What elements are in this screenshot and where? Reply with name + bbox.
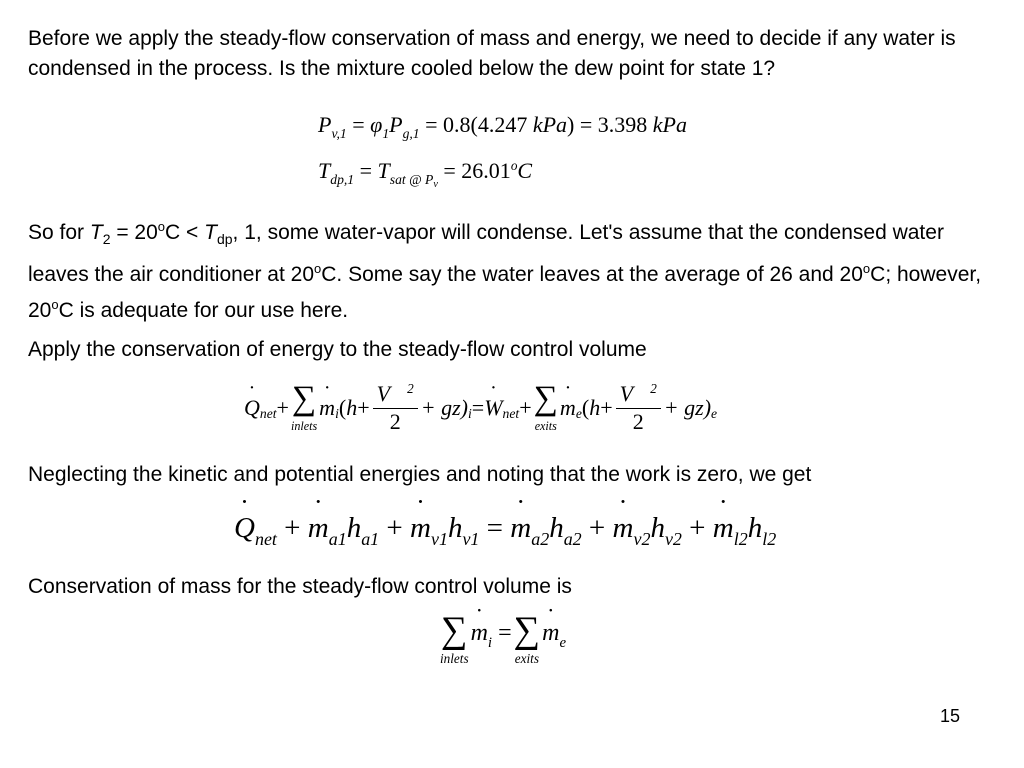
apply-energy-paragraph: Apply the conservation of energy to the steady-flow control volume xyxy=(28,338,647,361)
mass-conservation-paragraph: Conservation of mass for the steady-flow control volume is xyxy=(28,575,572,598)
page-number: 15 xyxy=(940,706,961,726)
vapor-pressure-equation: $P_{v,1} = \varphi_1P_{g,1} = 0.8(4.247$ kPa) = 3.398 kPa xyxy=(318,112,687,142)
intro-paragraph: Before we apply the steady-flow conservation of mass and energy, we need to decide if any water is condensed in the process. Is the mixture cooled below the dew point for state 1? xyxy=(28,27,956,80)
simplified-energy-equation: ˙ $Q_{net}$ + ˙ $m_{a1}h_{a1}$ + ˙ $m_{v1}h_{v1}$ = ˙ $m_{a2}h_{a2}$ + ˙ $m_{v2}h_{v2}$ + ˙ $m_{l2}h_{l2}$ xyxy=(234,512,776,545)
energy-balance-equation: ˙ Q net + ∑ inlets ˙ m i ( h + $\frac{V⃗^2}{2}$ + gz) i = ˙ W net + ∑ exits ˙ m e ( h + $\frac{V⃗^2}{2}$ + gz) e xyxy=(244,372,717,444)
mass-balance-equation: ∑ inlets ˙ $m_i$ = ∑ exits ˙ $m_e$ xyxy=(438,612,566,667)
condensation-paragraph: So for $T_2 = 20^oC < T_{dp}$, 1, some water-vapor will condense. Let's assume that the condensed water leaves the air conditioner at 20$^o$C. Some say the water leaves at the average of 26 and 20$^o$C; however, 20$^o$C is adequate for our use here. xyxy=(28,219,982,323)
neglecting-paragraph: Neglecting the kinetic and potential energies and noting that the work is zero, we get xyxy=(28,463,812,486)
dew-point-equation: $T_{dp,1} = T_{sat @ P_v} = 26.01^oC$ xyxy=(318,158,533,191)
